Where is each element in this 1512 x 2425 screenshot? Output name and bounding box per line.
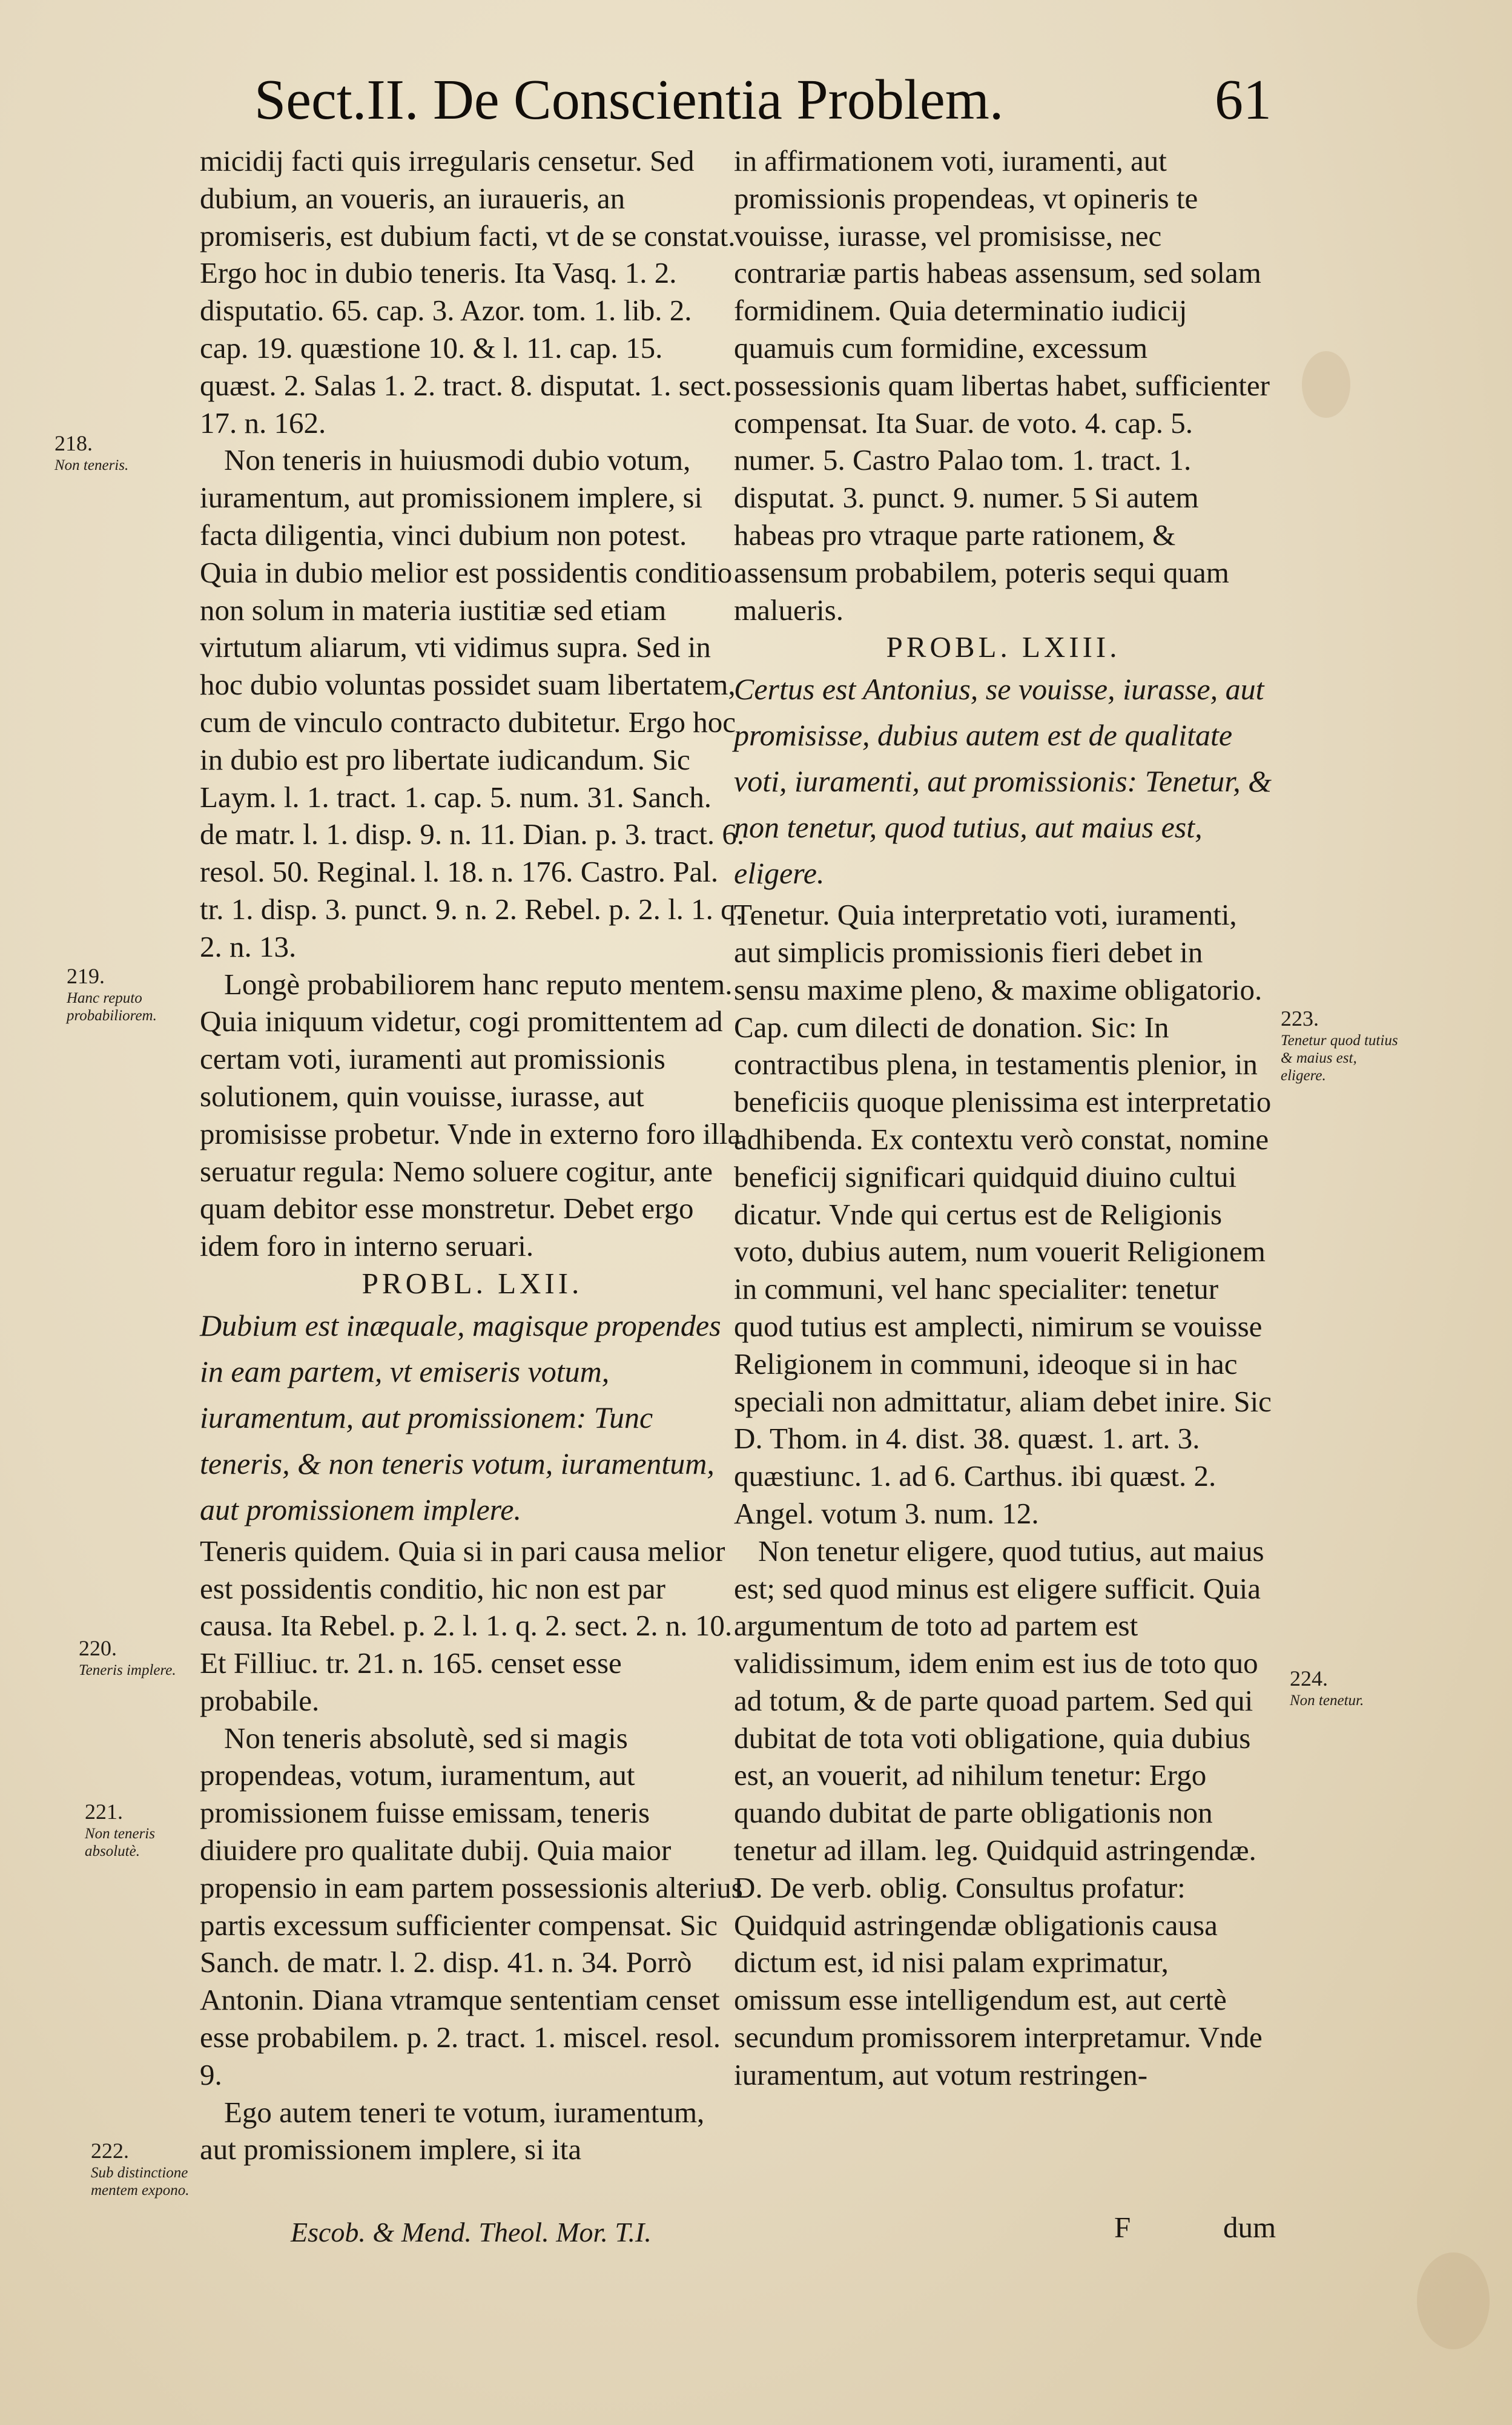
margin-note-number: 220.: [79, 1636, 117, 1660]
margin-note-number: 218.: [54, 431, 93, 455]
left-opening-paragraph: micidij facti quis irregularis censetur. Sed dubium, an voueris, an iuraueris, an promiseris, est dubium facti, vt de se constat. Ergo hoc in dubio teneris. Ita Vasq. 1. 2. disputatio. 65. cap. 3. Azor. tom. 1. lib. 2. cap. 19. quæstione 10. & l. 11. cap. 15. quæst. 2. Salas 1. 2. tract. 8. disputat. 1. sect. 17. n. 162.: [200, 144, 736, 440]
margin-note-text: Non teneris.: [54, 457, 129, 473]
signature-mark: F: [1114, 2211, 1131, 2244]
margin-note-number: 221.: [85, 1800, 123, 1824]
paper-stain: [1302, 351, 1350, 418]
running-head: [254, 61, 1272, 139]
margin-note-221: [85, 1798, 194, 1860]
margin-note-text: Sub distinctione mentem expono.: [91, 2165, 190, 2199]
right-opening-paragraph: in affirmationem voti, iuramenti, aut promissionis propendeas, vt opineris te vouisse, iurasse, vel promisisse, nec contrariæ partis habeas assensum, sed solam formidinem. Quia determinatio iudicij quamuis cum formidine, excessum possessionis quam libertas habet, sufficienter compensat. Ita Suar. de voto. 4. cap. 5. numer. 5. Castro Palao tom. 1. tract. 1. disputat. 3. punct. 9. numer. 5 Si autem habeas pro vtraque parte rationem, & assensum probabilem, poteris sequi quam malueris.: [734, 144, 1270, 627]
margin-note-number: 219.: [67, 964, 105, 988]
margin-note-text: Non tenetur.: [1290, 1692, 1364, 1709]
problem-62-statement: Dubium est inæquale, magisque propendes in eam partem, vt emiseris votum, iuramentum, aut promissionem: Tunc teneris, & non teneris votum, iuramentum, aut promissionem implere.: [200, 1308, 721, 1526]
paragraph-220: Teneris quidem. Quia si in pari causa melior est possidentis conditio, hic non est par causa. Ita Rebel. p. 2. l. 1. q. 2. sect. 2. n. 10. Et Filliuc. tr. 21. n. 165. censet esse probabile.: [200, 1534, 733, 1717]
left-column: [200, 142, 745, 2168]
paragraph-223: Tenetur. Quia interpretatio voti, iuramenti, aut simplicis promissionis fieri debet in sensu maxime pleno, & maxime obligatorio. Cap. cum dilecti de donation. Sic: In contractibus plena, in testamentis plenior, in beneficiis quoque plenissima est interpretatio adhibenda. Ex contextu verò constat, nomine beneficij significari quidquid diuino cultui dicatur. Vnde qui certus est de Religionis voto, dubius autem, num vouerit Religionem in communi, vel hanc specialiter: tenetur quod tutius est amplecti, nimirum se vouisse Religionem in communi, ideoque si in hac speciali non admittatur, aliam debet inire. Sic D. Thom. in 4. dist. 38. quæst. 1. art. 3. quæstiunc. 1. ad 6. Carthus. ibi quæst. 2. Angel. votum 3. num. 12.: [734, 898, 1272, 1530]
margin-note-223: [1281, 1005, 1402, 1084]
running-head-title: Sect.II. De Conscientia Problem.: [254, 68, 1004, 131]
paragraph-218: Non teneris in huiusmodi dubio votum, iuramentum, aut promissionem implere, si facta diligentia, vinci dubium non potest. Quia in dubio melior est possidentis conditio non solum in materia iustitiæ sed etiam virtutum aliarum, vti vidimus supra. Sed in hoc dubio voluntas possidet suam libertatem, cum de vinculo contracto dubitetur. Ergo hoc in dubio est pro libertate iudicandum. Sic Laym. l. 1. tract. 1. cap. 5. num. 31. Sanch. de matr. l. 1. disp. 9. n. 11. Dian. p. 3. tract. 6. resol. 50. Reginal. l. 18. n. 176. Castro. Pal. tr. 1. disp. 3. punct. 9. n. 2. Rebel. p. 2. l. 1. q. 2. n. 13.: [200, 443, 745, 963]
margin-note-220: [79, 1635, 188, 1679]
margin-note-224: [1290, 1665, 1411, 1709]
catchword: dum: [1223, 2211, 1276, 2244]
margin-note-219: [67, 963, 182, 1024]
paper-stain: [1417, 2252, 1490, 2349]
page-number: 61: [1215, 68, 1272, 131]
margin-note-218: [54, 430, 163, 474]
margin-note-text: Hanc reputo probabiliorem.: [67, 990, 157, 1024]
paragraph-221: Non teneris absolutè, sed si magis propendeas, votum, iuramentum, aut promissionem fuisse emissam, teneris diuidere pro qualitate dubij. Quia maior propensio in eam partem possessionis alterius partis excessum sufficienter compensat. Sic Sanch. de matr. l. 2. disp. 41. n. 34. Porrò Antonin. Diana vtramque sententiam censet esse probabilem. p. 2. tract. 1. miscel. resol. 9.: [200, 1721, 743, 2091]
margin-note-222: [91, 2137, 200, 2199]
footer-signature: Escob. & Mend. Theol. Mor. T.I.: [291, 2217, 652, 2248]
problem-63-heading: PROBL. LXIII.: [886, 630, 1121, 664]
margin-note-text: Teneris implere.: [79, 1662, 176, 1678]
problem-63-statement: Certus est Antonius, se vouisse, iurasse, aut promisisse, dubius autem est de qualitate voti, iuramenti, aut promissionis: Tenetur, & non tenetur, quod tutius, aut maius est, eligere.: [734, 672, 1272, 891]
margin-note-number: 222.: [91, 2139, 129, 2163]
margin-note-number: 224.: [1290, 1666, 1328, 1691]
right-column: [734, 142, 1273, 2094]
paragraph-222: Ego autem teneri te votum, iuramentum, aut promissionem implere, si ita: [200, 2095, 705, 2166]
margin-note-text: Non teneris absolutè.: [85, 1826, 155, 1859]
margin-note-number: 223.: [1281, 1006, 1319, 1031]
paragraph-219: Longè probabiliorem hanc reputo mentem. Quia iniquum videtur, cogi promittentem ad certam voti, iuramenti aut promissionis solutionem, quin vouisse, iurasse, aut promisisse probetur. Vnde in externo foro illa seruatur regula: Nemo soluere cogitur, ante quam debitor esse monstretur. Debet ergo idem foro in interno seruari.: [200, 967, 741, 1263]
paragraph-224: Non tenetur eligere, quod tutius, aut maius est; sed quod minus est eligere sufficit. Quia argumentum de toto ad partem est validissimum, idem enim est ius de toto quo ad totum, & de parte quoad partem. Sed qui dubitat de tota voti obligatione, quia dubius est, an vouerit, ad nihilum tenetur: Ergo quando dubitat de parte obligationis non tenetur ad illam. leg. Quidquid astringendæ. D. De verb. oblig. Consultus profatur: Quidquid astringendæ obligationis causa dictum est, id nisi palam exprimatur, omissum esse intelligendum est, aut certè secundum promissorem interpretamur. Vnde iuramentum, aut votum restringen-: [734, 1534, 1264, 2091]
problem-62-heading: PROBL. LXII.: [361, 1266, 583, 1300]
margin-note-text: Tenetur quod tutius & maius est, eligere.: [1281, 1032, 1398, 1084]
